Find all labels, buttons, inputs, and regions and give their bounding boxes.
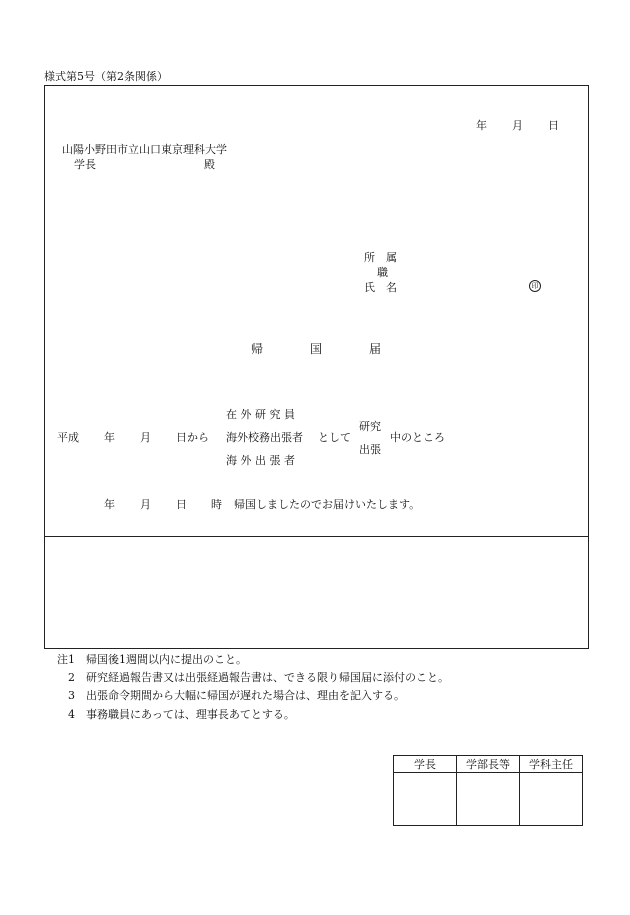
note-text: 研究経過報告書又は出張経過報告書は、できる限り帰国届に添付のこと。 [86, 671, 449, 684]
note-number: 注1 [57, 653, 75, 666]
start-year: 年 [104, 431, 115, 444]
status-option-2: 海外校務出張者 [226, 431, 303, 444]
return-hour: 時 [211, 498, 222, 511]
approval-stamp-cell[interactable] [520, 773, 583, 826]
date-day: 日 [548, 119, 559, 132]
as-label: として [318, 431, 351, 444]
purpose-trip: 出張 [359, 443, 381, 456]
approval-header-dean: 学部長等 [457, 756, 520, 773]
start-from: 日から [176, 431, 209, 444]
return-day: 日 [176, 498, 187, 511]
note-number: 4 [68, 708, 75, 721]
addressee-honorific: 殿 [204, 158, 215, 171]
form-frame [44, 85, 589, 649]
form-divider [44, 536, 588, 537]
purpose-research: 研究 [359, 420, 381, 433]
status-option-3: 海 外 出 張 者 [226, 454, 295, 467]
approval-header-chair: 学科主任 [520, 756, 583, 773]
approval-table [393, 755, 583, 826]
status-option-1: 在 外 研 究 員 [226, 408, 295, 421]
approval-stamp-cell[interactable] [457, 773, 520, 826]
addressee-org: 山陽小野田市立山口東京理科大学 [62, 143, 227, 156]
title-char-3: 届 [369, 342, 382, 356]
return-year: 年 [104, 498, 115, 511]
approval-stamp-cell[interactable] [394, 773, 457, 826]
return-month: 月 [140, 498, 151, 511]
addressee-role: 学長 [74, 158, 96, 171]
note-text: 帰国後1週間以内に提出のこと。 [86, 653, 247, 666]
note-number: 2 [68, 671, 75, 684]
approval-header-president: 学長 [394, 756, 457, 773]
applicant-name: 氏 名 [364, 281, 397, 294]
note-text: 事務職員にあっては、理事長あてとする。 [86, 708, 295, 721]
title-char-2: 国 [310, 342, 323, 356]
form-number: 様式第5号（第2条関係） [44, 70, 168, 83]
date-year: 年 [476, 119, 487, 132]
start-month: 月 [140, 431, 151, 444]
applicant-position: 職 [377, 266, 388, 279]
applicant-affiliation: 所 属 [364, 251, 397, 264]
note-number: 3 [68, 689, 75, 702]
during-label: 中のところ [390, 431, 445, 444]
date-month: 月 [512, 119, 523, 132]
seal-mark: 印 [529, 280, 541, 292]
title-char-1: 帰 [251, 342, 264, 356]
era-label: 平成 [57, 431, 79, 444]
note-text: 出張命令期間から大幅に帰国が遅れた場合は、理由を記入する。 [86, 689, 405, 702]
return-statement: 帰国しましたのでお届けいたします。 [234, 498, 421, 511]
